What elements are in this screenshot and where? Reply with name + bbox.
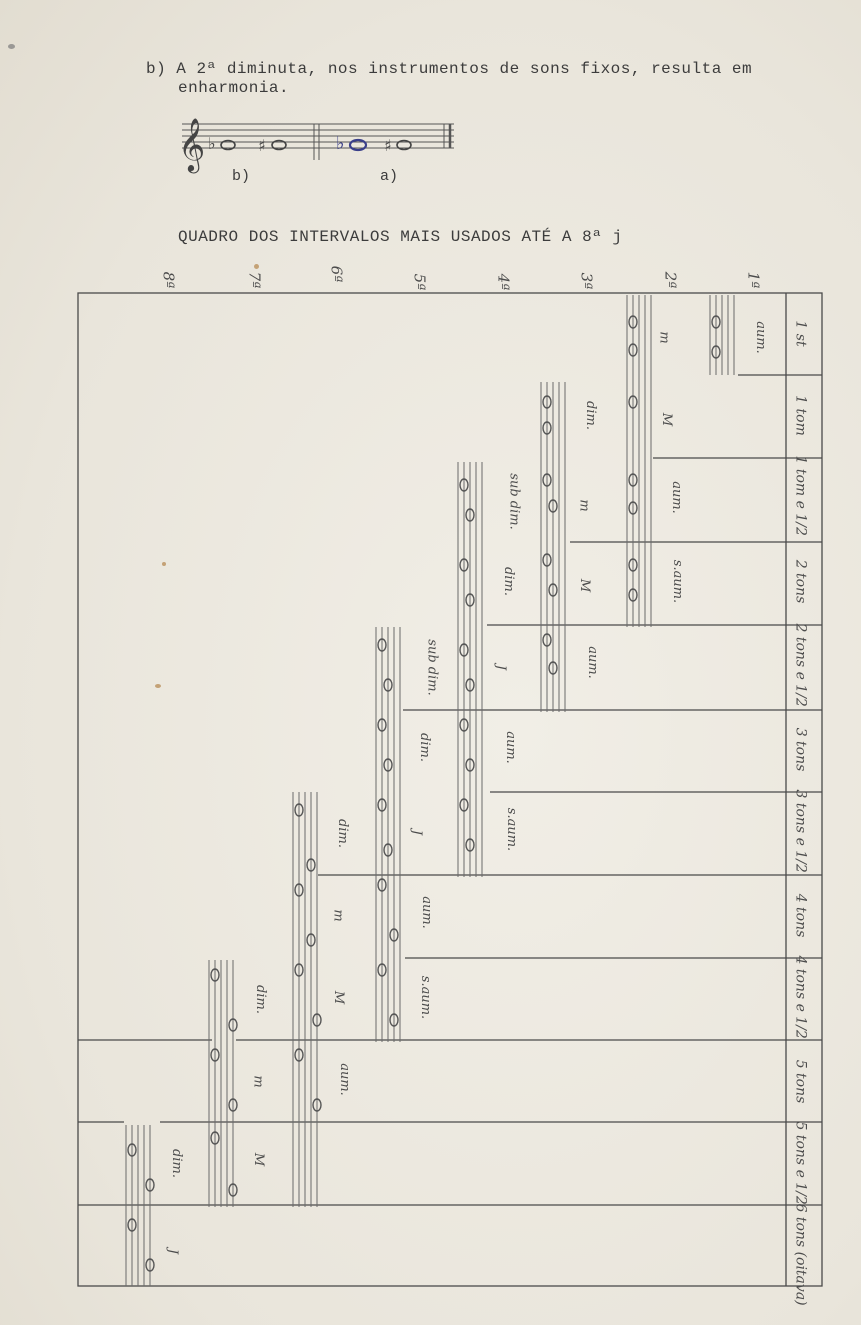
svg-text:𝄞: 𝄞 xyxy=(178,117,206,171)
third-aum-label: aum. xyxy=(584,646,600,679)
sixth-aum-label: aum. xyxy=(336,1063,352,1096)
col-header-2: 2ª xyxy=(661,271,680,289)
row-label-10: 5 tons xyxy=(792,1059,809,1104)
svg-text:♭: ♭ xyxy=(336,133,345,154)
row-label-6: 3 tons xyxy=(792,727,809,772)
paper-spot xyxy=(162,562,166,566)
third-M-label: M xyxy=(577,578,593,593)
col-header-7: 7ª xyxy=(245,271,264,289)
intro-line-2: enharmonia. xyxy=(178,79,290,97)
fifth-J-label: J xyxy=(409,829,425,836)
svg-text:♯: ♯ xyxy=(384,136,392,155)
fifth-dim-label: dim. xyxy=(416,733,432,762)
table-title: QUADRO DOS INTERVALOS MAIS USADOS ATÉ A 8ª j xyxy=(178,228,623,246)
col-header-4: 4ª xyxy=(494,273,513,291)
fourth-subdim-label: sub dim. xyxy=(506,473,522,530)
col-header-1: 1ª xyxy=(744,271,763,289)
col-header-3: 3ª xyxy=(577,272,596,290)
fourth-saum-label: s.aum. xyxy=(504,807,520,852)
col-header-5: 5ª xyxy=(410,273,429,291)
fourth-aum-label: aum. xyxy=(502,731,518,764)
intro-line-1: b) A 2ª diminuta, nos instrumentos de sons fixos, resulta em xyxy=(146,60,753,78)
fifth-subdim-label: sub dim. xyxy=(424,639,440,696)
row-label-9: 4 tons e 1/2 xyxy=(792,955,809,1039)
row-label-5: 2 tons e 1/2 xyxy=(792,623,809,707)
octave-dim-label: dim. xyxy=(168,1149,184,1178)
paper-spot xyxy=(8,44,15,49)
seventh-m-label: m xyxy=(250,1075,266,1088)
fifth-aum-label: aum. xyxy=(418,896,434,929)
second-aum-label: aum. xyxy=(668,481,684,514)
paper-spot xyxy=(254,264,259,269)
example-label-b: b) xyxy=(232,168,251,185)
row-label-12: 6 tons (oitava) xyxy=(792,1203,809,1306)
row-label-11: 5 tons e 1/2 xyxy=(792,1121,809,1205)
third-dim-label: dim. xyxy=(582,401,598,430)
fourth-J-label: J xyxy=(493,664,509,671)
seventh-M-label: M xyxy=(251,1152,267,1167)
row-label-1: 1 st xyxy=(792,320,809,347)
sixth-m-label: m xyxy=(330,909,346,922)
row-label-3: 1 tom e 1/2 xyxy=(792,455,809,536)
unison-aum-label: aum. xyxy=(752,321,768,354)
fourth-dim-label: dim. xyxy=(500,567,516,596)
third-m-label: m xyxy=(576,499,592,512)
example-label-a: a) xyxy=(380,168,399,185)
second-saum-label: s.aum. xyxy=(670,559,686,604)
second-m-label: m xyxy=(656,331,672,344)
paper-spot xyxy=(155,684,161,688)
row-label-7: 3 tons e 1/2 xyxy=(792,789,809,873)
octave-J-label: J xyxy=(165,1248,181,1255)
svg-text:♯: ♯ xyxy=(258,136,266,155)
seventh-dim-label: dim. xyxy=(252,985,268,1014)
row-label-2: 1 tom xyxy=(792,395,809,436)
col-header-6: 6ª xyxy=(327,265,346,283)
svg-text:♭: ♭ xyxy=(208,134,216,153)
fifth-saum-label: s.aum. xyxy=(418,975,434,1020)
col-header-8: 8ª xyxy=(159,271,178,289)
second-M-label: M xyxy=(659,412,675,427)
row-label-8: 4 tons xyxy=(792,893,809,938)
sixth-dim-label: dim. xyxy=(334,819,350,848)
sixth-M-label: M xyxy=(331,990,347,1005)
row-label-4: 2 tons xyxy=(792,559,809,604)
